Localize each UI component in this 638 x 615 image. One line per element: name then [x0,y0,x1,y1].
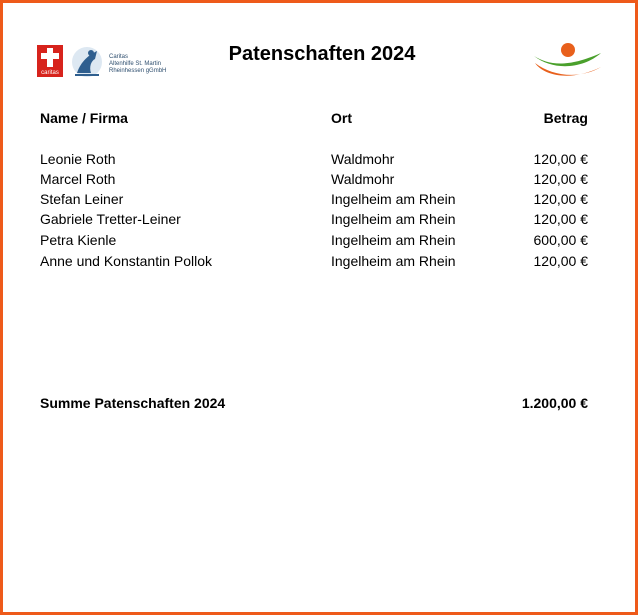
org-line: Caritas [109,54,129,60]
sun-swoosh-logo [531,41,605,81]
row-ort: Waldmohr [331,171,395,187]
summary-row [40,395,588,415]
row-ort: Ingelheim am Rhein [331,211,456,227]
column-name-header: Name / Firma [40,110,128,126]
row-betrag: 120,00 € [533,253,588,269]
table-row [40,151,588,171]
row-betrag: 120,00 € [533,211,588,227]
column-betrag-header: Betrag [543,110,588,126]
row-ort: Waldmohr [331,151,395,167]
row-name: Anne und Konstantin Pollok [40,253,213,269]
table-header [40,110,588,130]
row-ort: Ingelheim am Rhein [331,253,456,269]
page-title: Patenschaften 2024 [228,43,416,65]
row-betrag: 600,00 € [533,232,588,248]
row-name: Gabriele Tretter-Leiner [40,211,181,227]
row-name: Marcel Roth [40,171,116,187]
org-line: Altenhilfe St. Martin [109,61,162,67]
summary-label: Summe Patenschaften 2024 [40,395,226,411]
table-row [40,191,588,211]
org-line: Rheinhessen gGmbH [109,68,167,74]
row-ort: Ingelheim am Rhein [331,232,456,248]
row-betrag: 120,00 € [533,191,588,207]
row-name: Leonie Roth [40,151,116,167]
table-row [40,253,588,273]
row-betrag: 120,00 € [533,151,588,167]
caritas-badge-text: caritas [37,69,63,77]
row-betrag: 120,00 € [533,171,588,187]
summary-amount: 1.200,00 € [521,395,588,411]
row-ort: Ingelheim am Rhein [331,191,456,207]
table-row [40,232,588,252]
table-row [40,211,588,231]
table-row [40,171,588,191]
row-name: Stefan Leiner [40,191,124,207]
column-ort-header: Ort [331,110,352,126]
row-name: Petra Kienle [40,232,117,248]
